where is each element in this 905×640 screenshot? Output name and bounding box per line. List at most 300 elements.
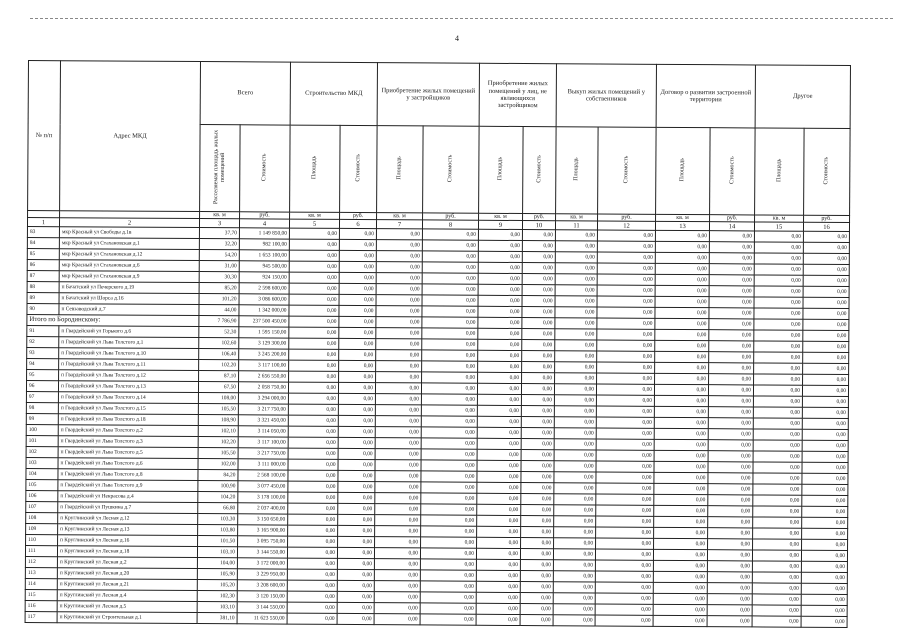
area-cell: 108,00 — [198, 393, 238, 404]
area-cell: 104,20 — [198, 492, 238, 503]
zero-cell: 0,00 — [521, 505, 554, 516]
zero-cell: 0,00 — [653, 604, 707, 615]
address-cell: п Гвардейский ул Льва Толстого д.3 — [58, 436, 198, 448]
zero-cell: 0,00 — [289, 305, 339, 316]
zero-cell: 0,00 — [339, 360, 376, 371]
cost-cell: 3 120 150,00 — [237, 591, 287, 602]
zero-cell: 0,00 — [655, 307, 709, 318]
zero-cell: 0,00 — [754, 341, 803, 352]
zero-cell: 0,00 — [289, 228, 339, 239]
zero-cell: 0,00 — [522, 252, 555, 263]
area-cell: 106,40 — [199, 349, 239, 360]
zero-cell: 0,00 — [374, 570, 420, 581]
zero-cell: 0,00 — [477, 416, 521, 427]
zero-cell: 0,00 — [375, 493, 421, 504]
zero-cell: 0,00 — [655, 263, 709, 274]
zero-cell: 0,00 — [338, 415, 375, 426]
zero-cell: 0,00 — [421, 416, 477, 427]
zero-cell: 0,00 — [596, 417, 654, 428]
header-num: № п/п — [28, 61, 61, 211]
zero-cell: 0,00 — [520, 604, 553, 615]
zero-cell: 0,00 — [596, 450, 654, 461]
unit-cell: кв. м — [755, 215, 804, 222]
zero-cell: 0,00 — [422, 295, 478, 306]
zero-cell: 0,00 — [555, 307, 597, 318]
zero-cell: 0,00 — [337, 602, 374, 613]
zero-cell: 0,00 — [375, 449, 421, 460]
zero-cell: 0,00 — [655, 296, 709, 307]
unit-cell: руб. — [804, 215, 850, 222]
zero-cell: 0,00 — [477, 526, 521, 537]
row-number: 89 — [27, 292, 59, 303]
zero-cell: 0,00 — [554, 406, 596, 417]
zero-cell: 0,00 — [376, 240, 422, 251]
zero-cell: 0,00 — [803, 352, 849, 363]
zero-cell: 0,00 — [477, 449, 521, 460]
area-cell: 102,20 — [199, 360, 239, 371]
zero-cell: 0,00 — [477, 427, 521, 438]
header-cost: Стоимость — [804, 128, 851, 215]
area-cell: 87,10 — [199, 371, 239, 382]
zero-cell: 0,00 — [802, 407, 848, 418]
zero-cell: 0,00 — [287, 569, 337, 580]
row-number: 106 — [26, 490, 58, 501]
zero-cell: 0,00 — [521, 450, 554, 461]
cost-cell: 3 165 900,00 — [238, 525, 288, 536]
zero-cell: 0,00 — [708, 462, 753, 473]
zero-cell: 0,00 — [596, 505, 654, 516]
header-cost: Стоимость — [523, 127, 557, 214]
zero-cell: 0,00 — [709, 319, 754, 330]
zero-cell: 0,00 — [420, 603, 476, 614]
area-cell: 30,30 — [199, 272, 239, 283]
zero-cell: 0,00 — [521, 538, 554, 549]
col-number: 4 — [239, 219, 289, 228]
area-cell: 31,00 — [199, 261, 239, 272]
area-cell: 37,70 — [199, 228, 239, 239]
zero-cell: 0,00 — [289, 272, 339, 283]
zero-cell: 0,00 — [477, 504, 521, 515]
header-area: Площадь — [556, 127, 599, 214]
zero-cell: 0,00 — [288, 525, 338, 536]
zero-cell: 0,00 — [422, 251, 478, 262]
zero-cell: 0,00 — [595, 615, 653, 626]
zero-cell: 0,00 — [477, 482, 521, 493]
zero-cell: 0,00 — [289, 371, 339, 382]
zero-cell: 0,00 — [522, 285, 555, 296]
zero-cell: 0,00 — [709, 297, 754, 308]
cost-cell: 3 117 100,00 — [239, 360, 289, 371]
zero-cell: 0,00 — [752, 616, 801, 627]
col-number: 10 — [522, 221, 555, 230]
zero-cell: 0,00 — [477, 471, 521, 482]
zero-cell: 0,00 — [421, 394, 477, 405]
zero-cell: 0,00 — [554, 483, 596, 494]
zero-cell: 0,00 — [477, 394, 521, 405]
address-cell: п Бачатский ул Шорса д.16 — [59, 293, 199, 305]
zero-cell: 0,00 — [337, 569, 374, 580]
header-group-construction: Строительство МКД — [290, 62, 377, 126]
col-number: 11 — [555, 221, 597, 230]
col-number: 15 — [754, 222, 803, 231]
zero-cell: 0,00 — [554, 472, 596, 483]
zero-cell: 0,00 — [597, 307, 655, 318]
zero-cell: 0,00 — [597, 285, 655, 296]
zero-cell: 0,00 — [654, 428, 708, 439]
zero-cell: 0,00 — [596, 494, 654, 505]
zero-cell: 0,00 — [374, 614, 420, 625]
zero-cell: 0,00 — [338, 426, 375, 437]
zero-cell: 0,00 — [421, 383, 477, 394]
header-cost: Стоимость — [340, 125, 378, 212]
zero-cell: 0,00 — [654, 516, 708, 527]
zero-cell: 0,00 — [655, 373, 709, 384]
cost-cell: 3 129 300,00 — [239, 338, 289, 349]
row-number: 94 — [27, 358, 59, 369]
header-group-developers: Приобретение жилых помещений у застройщиков — [377, 63, 479, 127]
zero-cell: 0,00 — [478, 361, 522, 372]
cost-cell: 3 229 950,00 — [237, 569, 287, 580]
zero-cell: 0,00 — [597, 340, 655, 351]
zero-cell: 0,00 — [754, 264, 803, 275]
zero-cell: 0,00 — [802, 484, 848, 495]
zero-cell: 0,00 — [338, 503, 375, 514]
cost-cell: 2 656 550,00 — [239, 371, 289, 382]
zero-cell: 0,00 — [422, 284, 478, 295]
unit-cell: руб. — [523, 214, 556, 221]
zero-cell: 0,00 — [477, 493, 521, 504]
zero-cell: 0,00 — [653, 571, 707, 582]
zero-cell: 0,00 — [375, 405, 421, 416]
zero-cell: 0,00 — [803, 286, 849, 297]
zero-cell: 0,00 — [376, 251, 422, 262]
zero-cell: 0,00 — [375, 504, 421, 515]
address-cell: п Круглинский ул Лесная д.2 — [57, 557, 197, 569]
zero-cell: 0,00 — [654, 472, 708, 483]
zero-cell: 0,00 — [421, 405, 477, 416]
unit-cell: руб. — [423, 213, 479, 220]
zero-cell: 0,00 — [337, 558, 374, 569]
zero-cell: 0,00 — [754, 231, 803, 242]
zero-cell: 0,00 — [478, 295, 522, 306]
zero-cell: 0,00 — [422, 229, 478, 240]
zero-cell: 0,00 — [653, 549, 707, 560]
address-cell: мкр Красный ул Стахановская д.12 — [59, 249, 199, 261]
address-cell: мкр Красный ул Свободы д.1в — [59, 227, 199, 239]
zero-cell: 0,00 — [753, 396, 802, 407]
zero-cell: 0,00 — [375, 482, 421, 493]
zero-cell: 0,00 — [421, 482, 477, 493]
zero-cell: 0,00 — [478, 328, 522, 339]
zero-cell: 0,00 — [522, 307, 555, 318]
zero-cell: 0,00 — [554, 538, 596, 549]
zero-cell: 0,00 — [802, 396, 848, 407]
zero-cell: 0,00 — [708, 484, 753, 495]
zero-cell: 0,00 — [802, 495, 848, 506]
zero-cell: 0,00 — [521, 461, 554, 472]
zero-cell: 0,00 — [597, 252, 655, 263]
header-group-other: Другое — [755, 65, 850, 129]
unit-cell: кв. м — [377, 213, 423, 220]
zero-cell: 0,00 — [654, 527, 708, 538]
zero-cell: 0,00 — [288, 536, 338, 547]
row-number: 86 — [27, 259, 59, 270]
cost-cell: 1 149 850,00 — [239, 228, 289, 239]
zero-cell: 0,00 — [478, 229, 522, 240]
header-address: Адрес МКД — [60, 61, 201, 212]
col-number: 5 — [289, 219, 339, 228]
zero-cell: 0,00 — [801, 583, 847, 594]
zero-cell: 0,00 — [802, 429, 848, 440]
zero-cell: 0,00 — [596, 406, 654, 417]
zero-cell: 0,00 — [555, 329, 597, 340]
zero-cell: 0,00 — [752, 605, 801, 616]
zero-cell: 0,00 — [288, 437, 338, 448]
row-number: 114 — [25, 578, 57, 589]
zero-cell: 0,00 — [477, 515, 521, 526]
zero-cell: 0,00 — [754, 275, 803, 286]
zero-cell: 0,00 — [802, 517, 848, 528]
zero-cell: 0,00 — [654, 450, 708, 461]
header-group-total: Всего — [200, 62, 290, 126]
zero-cell: 0,00 — [709, 341, 754, 352]
row-number: 92 — [27, 336, 59, 347]
zero-cell: 0,00 — [375, 537, 421, 548]
zero-cell: 0,00 — [754, 374, 803, 385]
zero-cell: 0,00 — [422, 350, 478, 361]
address-cell: п Гвардейский ул Льва Толстого д.6 — [58, 458, 198, 470]
cost-cell: 1 342 000,00 — [239, 305, 289, 316]
zero-cell: 0,00 — [521, 494, 554, 505]
area-cell: 44,00 — [199, 305, 239, 316]
cost-cell: 3 095 750,00 — [238, 536, 288, 547]
cost-cell: 2 058 750,00 — [238, 382, 288, 393]
area-cell: 105,90 — [197, 569, 237, 580]
address-cell: мкр Красный ул Стахановская д.9 — [59, 271, 199, 283]
zero-cell: 0,00 — [597, 230, 655, 241]
header-cost: Стоимость — [240, 125, 291, 212]
zero-cell: 0,00 — [596, 516, 654, 527]
zero-cell: 0,00 — [752, 561, 801, 572]
zero-cell: 0,00 — [803, 330, 849, 341]
area-cell: 66,80 — [198, 503, 238, 514]
zero-cell: 0,00 — [422, 372, 478, 383]
header-cost: Стоимость — [423, 126, 480, 213]
zero-cell: 0,00 — [478, 339, 522, 350]
zero-cell: 0,00 — [803, 308, 849, 319]
zero-cell: 0,00 — [802, 385, 848, 396]
area-cell: 102,00 — [198, 459, 238, 470]
zero-cell: 0,00 — [521, 527, 554, 538]
col-number: 14 — [709, 222, 754, 231]
zero-cell: 0,00 — [421, 449, 477, 460]
zero-cell: 0,00 — [478, 262, 522, 273]
zero-cell: 0,00 — [289, 316, 339, 327]
zero-cell: 0,00 — [338, 481, 375, 492]
zero-cell: 0,00 — [374, 581, 420, 592]
area-cell: 102,20 — [198, 437, 238, 448]
zero-cell: 0,00 — [597, 351, 655, 362]
zero-cell: 0,00 — [478, 273, 522, 284]
zero-cell: 0,00 — [288, 470, 338, 481]
row-number: 112 — [25, 556, 57, 567]
row-number: 84 — [27, 237, 59, 248]
zero-cell: 0,00 — [553, 571, 595, 582]
zero-cell: 0,00 — [287, 591, 337, 602]
zero-cell: 0,00 — [521, 483, 554, 494]
zero-cell: 0,00 — [339, 338, 376, 349]
area-cell: 108,90 — [198, 415, 238, 426]
zero-cell: 0,00 — [421, 526, 477, 537]
zero-cell: 0,00 — [802, 539, 848, 550]
cost-cell: 982 100,00 — [239, 239, 289, 250]
zero-cell: 0,00 — [655, 329, 709, 340]
unit-cell: руб. — [340, 212, 377, 219]
zero-cell: 0,00 — [287, 613, 337, 624]
zero-cell: 0,00 — [288, 459, 338, 470]
header-area: Площадь — [290, 125, 341, 212]
zero-cell: 0,00 — [476, 570, 520, 581]
zero-cell: 0,00 — [339, 272, 376, 283]
zero-cell: 0,00 — [753, 517, 802, 528]
zero-cell: 0,00 — [753, 385, 802, 396]
address-cell: п Гвардейский ул Льва Толстого д.10 — [59, 348, 199, 360]
zero-cell: 0,00 — [753, 451, 802, 462]
row-number: 103 — [26, 457, 58, 468]
zero-cell: 0,00 — [522, 263, 555, 274]
zero-cell: 0,00 — [520, 582, 553, 593]
zero-cell: 0,00 — [654, 538, 708, 549]
area-cell: 32,20 — [199, 239, 239, 250]
zero-cell: 0,00 — [654, 461, 708, 472]
zero-cell: 0,00 — [709, 231, 754, 242]
zero-cell: 0,00 — [376, 273, 422, 284]
cost-cell: 1 595 150,00 — [239, 327, 289, 338]
zero-cell: 0,00 — [709, 363, 754, 374]
zero-cell: 0,00 — [289, 283, 339, 294]
area-cell: 67,50 — [198, 382, 238, 393]
zero-cell: 0,00 — [522, 351, 555, 362]
zero-cell: 0,00 — [803, 374, 849, 385]
zero-cell: 0,00 — [337, 613, 374, 624]
zero-cell: 0,00 — [478, 284, 522, 295]
area-cell: 54,20 — [199, 250, 239, 261]
zero-cell: 0,00 — [801, 605, 847, 616]
zero-cell: 0,00 — [422, 339, 478, 350]
col-number: 7 — [376, 220, 422, 229]
zero-cell: 0,00 — [802, 451, 848, 462]
zero-cell: 0,00 — [555, 252, 597, 263]
zero-cell: 0,00 — [521, 428, 554, 439]
zero-cell: 0,00 — [376, 229, 422, 240]
address-cell: п Круглинский ул Лесная д.21 — [57, 579, 197, 591]
zero-cell: 0,00 — [376, 284, 422, 295]
zero-cell: 0,00 — [709, 374, 754, 385]
address-cell: п Гвардейский ул Льва Толстого д.12 — [59, 370, 199, 382]
zero-cell: 0,00 — [289, 294, 339, 305]
zero-cell: 0,00 — [754, 352, 803, 363]
address-cell: п Гвардейский ул Льва Толстого д.18 — [58, 414, 198, 426]
cost-cell: 3 117 100,00 — [238, 437, 288, 448]
zero-cell: 0,00 — [339, 239, 376, 250]
cost-cell: 3 217 750,00 — [238, 448, 288, 459]
zero-cell: 0,00 — [597, 362, 655, 373]
header-group-territory: Договор о развитии застроенной территории — [656, 64, 755, 128]
zero-cell: 0,00 — [707, 594, 752, 605]
zero-cell: 0,00 — [338, 492, 375, 503]
zero-cell: 0,00 — [655, 252, 709, 263]
resettlement-table — [25, 60, 851, 628]
address-cell: мкр Красный ул Стахановская д.6 — [59, 260, 199, 272]
cost-cell: 3 245 200,00 — [239, 349, 289, 360]
address-cell: п Круглинский ул Лесная д.13 — [58, 524, 198, 536]
zero-cell: 0,00 — [287, 558, 337, 569]
cost-cell: 1 653 100,00 — [239, 250, 289, 261]
zero-cell: 0,00 — [555, 373, 597, 384]
zero-cell: 0,00 — [709, 330, 754, 341]
zero-cell: 0,00 — [708, 528, 753, 539]
zero-cell: 0,00 — [654, 417, 708, 428]
row-number: 93 — [27, 347, 59, 358]
zero-cell: 0,00 — [555, 340, 597, 351]
zero-cell: 0,00 — [521, 384, 554, 395]
zero-cell: 0,00 — [553, 615, 595, 626]
address-cell: п Гвардейский ул Льва Толстого д.13 — [58, 381, 198, 393]
unit-cell: кв. м — [479, 213, 523, 220]
top-dashed-line — [30, 18, 893, 19]
zero-cell: 0,00 — [555, 230, 597, 241]
zero-cell: 0,00 — [422, 240, 478, 251]
zero-cell: 0,00 — [476, 581, 520, 592]
zero-cell: 0,00 — [339, 349, 376, 360]
zero-cell: 0,00 — [288, 393, 338, 404]
zero-cell: 0,00 — [522, 318, 555, 329]
zero-cell: 0,00 — [554, 395, 596, 406]
zero-cell: 0,00 — [707, 572, 752, 583]
zero-cell: 0,00 — [655, 241, 709, 252]
cost-cell: 924 150,00 — [239, 272, 289, 283]
row-number: 91 — [27, 325, 59, 336]
zero-cell: 0,00 — [421, 515, 477, 526]
zero-cell: 0,00 — [655, 318, 709, 329]
zero-cell: 0,00 — [421, 438, 477, 449]
zero-cell: 0,00 — [420, 570, 476, 581]
zero-cell: 0,00 — [709, 275, 754, 286]
cost-cell: 3 144 550,00 — [237, 602, 287, 613]
zero-cell: 0,00 — [478, 350, 522, 361]
zero-cell: 0,00 — [553, 604, 595, 615]
cost-cell: 3 321 450,00 — [238, 415, 288, 426]
zero-cell: 0,00 — [555, 351, 597, 362]
zero-cell: 0,00 — [653, 593, 707, 604]
unit-cell: руб. — [710, 215, 755, 222]
zero-cell: 0,00 — [338, 470, 375, 481]
zero-cell: 0,00 — [288, 448, 338, 459]
zero-cell: 0,00 — [375, 416, 421, 427]
zero-cell: 0,00 — [753, 506, 802, 517]
zero-cell: 0,00 — [753, 539, 802, 550]
header-group-non-developers: Приобретение жилых помещений у лиц, не являющихся застройщиком — [479, 63, 556, 126]
cost-cell: 3 086 600,00 — [239, 294, 289, 305]
zero-cell: 0,00 — [288, 503, 338, 514]
zero-cell: 0,00 — [339, 371, 376, 382]
table-body — [25, 226, 849, 627]
zero-cell: 0,00 — [374, 548, 420, 559]
address-cell: п Севзаводский д.7 — [59, 304, 199, 316]
zero-cell: 0,00 — [421, 460, 477, 471]
zero-cell: 0,00 — [754, 242, 803, 253]
zero-cell: 0,00 — [521, 395, 554, 406]
